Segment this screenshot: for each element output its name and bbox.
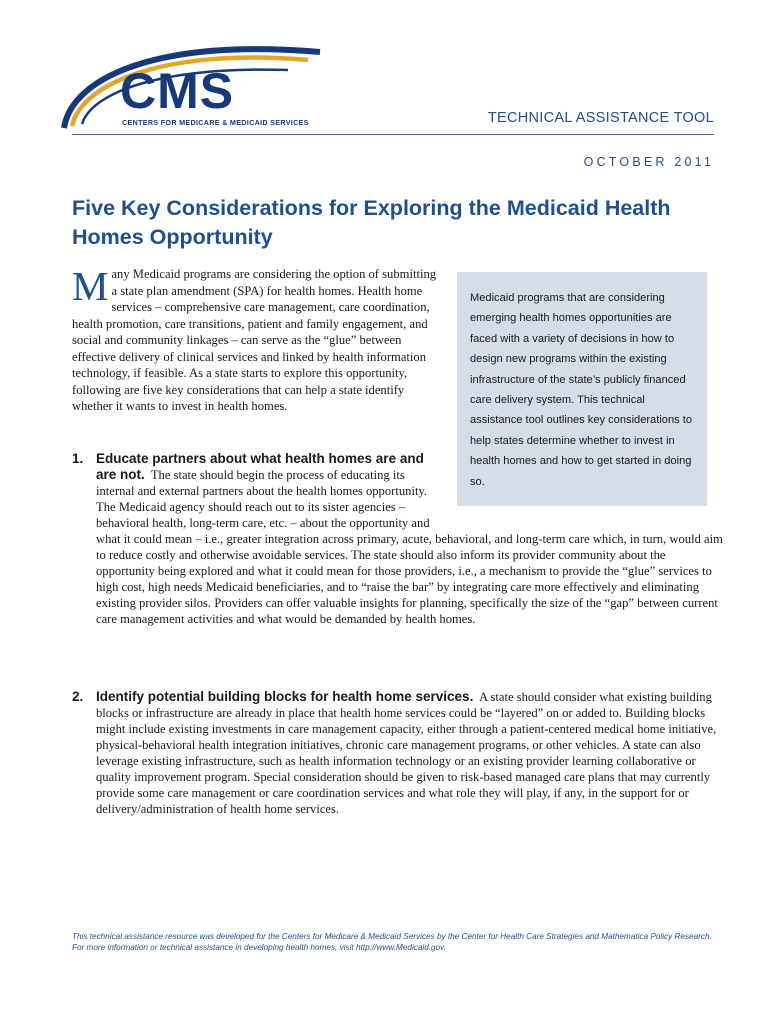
document-type-label: TECHNICAL ASSISTANCE TOOL bbox=[487, 110, 714, 126]
item-content bbox=[72, 451, 444, 531]
item-heading: Identify potential building blocks for health home services. bbox=[96, 689, 474, 704]
item-body: The state should begin the process of educating its internal and external partners about the health homes opportunity. The Medicaid agency should reach out to its sister agencies – behavioral health, long-term care, etc. – about the opportunity and bbox=[96, 468, 430, 530]
item-heading: Educate partners about what health homes are and are not. bbox=[96, 451, 424, 482]
cms-logo bbox=[58, 40, 358, 140]
footer-note: This technical assistance resource was developed for the Centers for Medicare & Medicaid Services by the Center for Health Care Strategies and Mathematica Policy Research. For more information or technical assistance in developing health homes, visit http://www.Medicaid.gov. bbox=[72, 932, 712, 953]
item-content bbox=[72, 689, 724, 817]
consideration-item bbox=[72, 451, 724, 627]
consideration-item bbox=[72, 689, 724, 817]
publication-date: OCTOBER 2011 bbox=[583, 155, 714, 169]
item-number: 2. bbox=[72, 689, 84, 704]
document-title: Five Key Considerations for Exploring the Medicaid Health Homes Opportunity bbox=[72, 196, 671, 249]
drop-cap: M bbox=[72, 263, 109, 309]
item-number: 1. bbox=[72, 451, 84, 466]
intro-paragraph bbox=[72, 263, 439, 415]
cms-logo-subtitle: CENTERS FOR MEDICARE & MEDICAID SERVICES bbox=[122, 118, 309, 127]
item-body-continued: what it could mean – i.e., greater integration across primary, acute, behavioral, and long-term care which, in turn, would aim to reduce costly and otherwise avoidable services. The state should also inform its provider community about the opportunity being explored and what it could mean for those providers, i.e., a mechanism to provide the “glue” services to high cost, high needs Medicaid beneficiaries, and to “raise the bar” by integrating care more effectively and eliminating existing provider silos. Providers can offer valuable insights for planning, specifically the size of the “gap” between current care management activities and what would be demanded by health homes. bbox=[96, 532, 723, 626]
item-body: A state should consider what existing building blocks or infrastructure are already in place that health home services could be “layered” on or added to. Building blocks might include existing investments in care management capacity, either through a patient-centered medical home initiative, physical-behavioral health integration initiatives, chronic care management programs, or other vehicles. A state can also leverage existing infrastructure, such as health information technology or an existing provider learning collaborative or quality improvement program. Special consideration should be given to risk-based managed care plans that may currently provide some care management or care coordination services and what role they will play, if any, in the support for or delivery/administration of health home services. bbox=[96, 690, 717, 816]
cms-logo-wordmark: CMS bbox=[120, 63, 235, 119]
header-divider bbox=[72, 134, 714, 135]
sidebar-text: Medicaid programs that are considering emerging health homes opportunities are faced with a variety of decisions in how to design new programs within the existing infrastructure of the state’s publicly financed care delivery system. This technical assistance tool outlines key considerations to help states determine whether to invest in health homes and how to get started in doing so. bbox=[470, 292, 692, 488]
intro-text: any Medicaid programs are considering the option of submitting a state plan amendment (SPA) for health homes. Health home services – comprehensive care management, care coordination, health promotion, care transitions, patient and family engagement, and social and community linkages – can serve as the “glue” between effective delivery of clinical services and linked by health information technology, if feasible. As a state starts to explore this opportunity, following are five key considerations that can help a state identify whether it wants to invest in health homes. bbox=[72, 267, 437, 413]
